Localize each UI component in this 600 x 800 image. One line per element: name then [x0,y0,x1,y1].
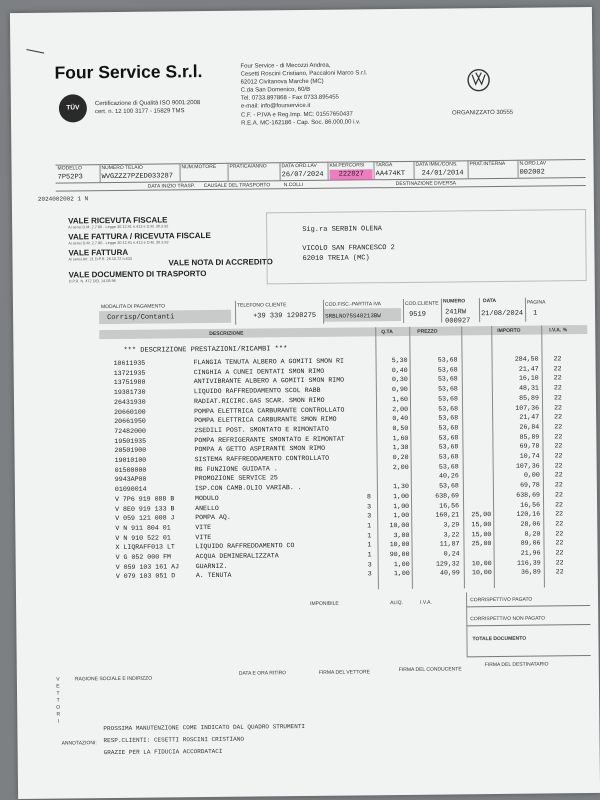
item-vat: 22 [554,452,563,460]
item-vat: 22 [555,539,564,547]
item-amount: 85,89 [519,394,539,402]
vehicle-header: NUMERO TELAIO [101,164,143,172]
item-price: 638,69 [435,492,460,500]
item-code: V 079 103 051 D [115,572,176,581]
item-desc: VITE [195,523,212,532]
col-qty: Q.TA [381,329,393,336]
item-vat: 22 [555,520,564,528]
item-price: 3,22 [443,530,460,539]
vehicle-km: 222827 [330,169,373,179]
vehicle-header: PRATICA/ANNO [229,163,267,170]
item-vat: 22 [554,461,563,470]
item-amount: 16,10 [518,374,539,383]
invoice-number: 241RW 000927 [445,308,471,326]
item-code: 26431930 [113,398,146,406]
item-vatcode: 1 [367,522,372,530]
item-code: 01500000 [114,466,147,474]
vehicle-header: MODELLO [57,165,83,172]
item-amount: 69,78 [520,481,540,489]
item-price: 53,68 [438,395,458,403]
item-price: 53,68 [438,443,459,451]
item-price: 53,68 [437,366,458,374]
item-amount: 0,00 [523,471,540,480]
carrier-address-label: RAGIONE SOCIALE E INDIRIZZO [74,675,153,683]
item-price: 0,24 [443,550,460,558]
cert-line-1: Certificazione di Qualità ISO 9001:2008 [94,100,201,108]
item-disc: 15,00 [471,520,492,529]
item-vat: 22 [554,432,563,440]
item-amount: 36,89 [520,568,541,577]
item-vat: 22 [555,510,564,518]
item-vat: 22 [553,394,562,402]
item-code: V 059 103 161 AJ [115,563,180,571]
item-vat: 22 [555,500,564,508]
item-vatcode: 3 [367,570,372,578]
payment-header: TELEFONO CLIENTE [236,302,287,309]
item-amount: 89,06 [520,539,541,548]
item-code: 20660100 [114,408,146,416]
item-desc: LIQUIDO RAFFREDDAMENTO SCOL RABB [193,386,321,396]
transport-header: N.COLLI [283,182,304,189]
item-vat: 22 [554,413,563,421]
payment-header: MODALITA DI PAGAMENTO [100,303,166,311]
page-number: 1 [533,309,538,318]
item-amount: 21,47 [519,413,540,421]
doctype-sub: Ai sensi D.M. 2.7.80 - Legge 30.12.91 n.413 e D.M. 30.3.92 [68,224,169,230]
item-qty: 0,30 [391,376,408,384]
company-address [240,61,367,127]
vehicle-model: 7P52P3 [57,173,83,182]
item-amount: 16,56 [520,501,541,509]
annotation-line: GRAZIE PER LA FIDUCIA ACCORDATACI [103,747,223,757]
item-desc: MODULO [194,494,219,502]
item-desc: POMPA AQ. [195,513,231,522]
item-qty: 1,30 [393,483,409,491]
company-name: Four Service S.r.l. [54,61,203,83]
item-code: 13751980 [113,379,146,387]
item-qty: 1,30 [392,444,409,452]
item-amount: 107,36 [515,462,540,470]
item-vat: 22 [554,491,563,499]
corner-mark [26,49,44,54]
item-amount: 21,47 [518,365,539,373]
item-code: V G 052 000 FM [115,553,172,561]
item-qty: 1,00 [393,570,410,578]
address-line: Cesetti Roscini Cristiano, Paccaloni Marco S.r.l. [240,70,368,78]
customer-street: VICOLO SAN FRANCESCO 2 [302,244,395,254]
annotations-label: ANNOTAZIONI: [61,740,97,747]
vehicle-registration-date: 24/01/2014 [421,169,464,178]
transport-header: DESTINAZIONE DIVERSA [395,180,457,188]
item-desc: POMPA ELETTRICA CARBURANTE CONTROLLATO [194,406,345,415]
vehicle-order-number: 002002 [519,168,545,177]
payment-header: DATA [482,297,497,305]
vehicle-header: KM.PERCORSI [329,162,365,169]
item-vatcode: 3 [367,502,372,510]
doctype-receipt [68,215,168,229]
item-code: 20661950 [114,417,146,426]
item-price: 53,68 [438,414,459,422]
item-qty: 1,60 [392,434,409,442]
item-price: 53,68 [438,463,459,471]
item-qty: 0,20 [392,453,409,462]
cert-line-2: cert. n. 12 100 3177 - 15829 TMS [94,108,185,116]
item-vat: 22 [554,471,563,479]
doc-reference: 2024002002 1 N [37,195,89,203]
item-vat: 22 [554,481,563,489]
item-code: 01090014 [114,485,147,494]
item-qty: 2,00 [392,405,409,413]
item-amount: 284,50 [514,355,539,363]
section-title: *** DESCRIZIONE PRESTAZIONI/RICAMBI *** [123,345,288,355]
item-vat: 22 [553,364,562,373]
item-desc: ACQUA DEMINERALIZZATA [195,552,279,561]
address-line: Tel. 0733.897868 - Fax 0733.895455 [240,95,339,103]
item-qty: 2,00 [392,463,409,471]
item-amount: 21,96 [520,549,541,557]
item-desc: 2SEDILI POST. SMONTATO E RIMONTATO [194,425,329,435]
payment-header: COD.FISC.-PARTITA IVA [324,301,382,308]
item-code: 19381730 [113,388,146,397]
payment-method: Corrisp/Contanti [107,313,175,323]
address-line: Four Service - di Mecozzi Andrea, [240,62,331,70]
item-disc: 10,00 [471,559,492,567]
invoice-sheet [10,7,600,799]
vehicle-vin: WVGZZZ7PZED033287 [101,172,174,182]
dealer-label: ORGANIZZATO 30555 [451,109,514,117]
item-amount: 28,06 [520,520,541,528]
item-vat: 22 [554,442,563,450]
customer-name: Sig.ra SERBIN OLENA [302,225,383,235]
item-amount: 638,69 [516,491,541,499]
item-qty: 5,30 [391,356,408,365]
vehicle-header: PRAT.INTERNA [469,160,506,168]
totals-paid: CORRISPETTIVO PAGATO [470,596,533,604]
item-desc: SISTEMA RAFFREDDAMENTO CONTROLLATO [194,454,330,464]
item-vatcode: 8 [366,493,371,501]
customer-phone: +39 339 1298275 [253,311,317,321]
address-line: R.E.A. MC-162186 - Cap. Soc. 86.000,00 i.v. [241,119,361,127]
item-disc: 25,00 [471,511,492,519]
item-qty: 1,00 [393,512,410,520]
vehicle-plate: AA474KT [375,169,406,179]
customer-tax-code: SRBLNO75S48213BW [325,312,381,320]
item-desc: VITE [195,533,212,541]
item-desc: ANELLO [195,504,219,512]
doctype-transport [69,269,207,283]
item-price: 53,68 [438,404,459,413]
item-amount: 120,16 [516,510,541,518]
totals-document: TOTALE DOCUMENTO [472,635,527,643]
item-desc: POMPA A GETTO ASPIRANTE SMON RIMO [194,445,326,454]
address-line: e-mail: info@fourservice.it [240,103,311,111]
item-amount: 107,36 [515,404,540,412]
item-price: 53,68 [438,433,459,442]
doctype-sub: D.P.R. N. 472 DEL 14.08.96 [68,278,116,284]
doctype-title: VALE DOCUMENTO DI TRASPORTO [68,269,207,280]
credit-note: VALE NOTA DI ACCREDITO [168,257,273,268]
item-vat: 22 [555,558,564,567]
totals-not-paid: CORRISPETTIVO NON PAGATO [470,615,546,623]
item-qty: 0,40 [391,366,408,374]
col-amount: IMPORTO [497,327,521,334]
item-desc: RADIAT.RICIRC.GAS SCAR. SMON RIMO [193,396,325,405]
item-code: 10611935 [113,359,146,368]
item-price: 53,68 [439,482,459,490]
driver-signature-label: FIRMA DEL CONDUCENTE [398,666,462,674]
item-price: 53,68 [437,356,458,364]
item-code: 13721935 [113,369,146,377]
item-qty: 0,90 [392,386,408,394]
payment-header: PAGINA [526,299,546,306]
item-vat: 22 [554,403,563,411]
item-disc: 15,00 [471,530,492,538]
item-amount: 26,84 [519,423,540,431]
address-line: C.F. - P.IVA e Reg.Imp. MC: 01557650437 [240,111,353,119]
item-code: 9943AP00 [114,476,147,484]
payment-header: COD.CLIENTE [404,300,439,307]
item-amount: 48,31 [519,384,539,392]
col-price: PREZZO [417,328,438,335]
customer-code: 9519 [409,310,426,319]
doctype-title: VALE FATTURA [68,247,129,258]
vehicle-order-date: 26/07/2024 [281,170,324,180]
item-vatcode: 1 [367,551,372,559]
item-code: V 059 121 008 J [115,514,175,523]
item-disc: 25,00 [471,540,492,548]
invoice-date: 21/08/2024 [481,309,524,319]
item-desc: ISP.CON CAMB.OLIO VARIAB. . [194,484,302,493]
item-code: 19501935 [114,437,147,445]
item-vat: 22 [555,529,564,537]
item-qty: 0,50 [392,424,409,432]
item-amount: 10,74 [519,452,540,460]
item-desc: FLANGIA TENUTA ALBERO A GOMITI SMON RI [193,357,344,367]
vehicle-header: TARGA [375,162,393,169]
transport-header: DATA INIZIO TRASP. [147,183,195,190]
item-desc: A. TENUTA [195,572,232,580]
item-qty: 1,00 [393,560,410,568]
item-code: V 8E0 919 133 B [115,504,175,513]
item-price: 53,68 [438,424,459,432]
vettori-label: VETTORI [54,676,62,726]
recipient-signature-label: FIRMA DEL DESTINATARIO [484,661,549,669]
item-qty: 3,00 [393,531,410,539]
item-code: V N 910 522 01 [115,534,171,542]
item-desc: LIQUIDO RAFFREDDAMENTO CO [195,542,295,551]
item-qty: 90,00 [389,550,410,559]
address-line: 62012 Civitanova Marche (MC) [240,78,324,86]
item-code: X LIQRAFF013 LT [115,543,175,552]
item-price: 53,68 [438,453,459,461]
item-code: 72482000 [114,427,146,435]
carrier-signature-label: FIRMA DEL VETTORE [318,669,370,676]
item-vat: 22 [555,549,564,557]
item-desc: GUARNIZ. [195,562,228,570]
item-price: 16,56 [439,501,460,510]
col-vat: I.V.A. % [549,327,568,334]
item-amount: 85,89 [519,433,540,441]
totals-imponibile: IMPONIBILE [310,600,339,607]
item-desc: POMPA ELETTRICA CARBURANTE SMON RIMO [194,415,337,425]
item-vat: 22 [555,568,564,576]
totals-iva: I.V.A. [420,599,432,606]
col-description: DESCRIZIONE [209,330,244,337]
totals-aliq: ALIQ. [390,599,403,607]
vw-logo-icon [467,68,491,97]
item-price: 53,68 [437,375,458,383]
item-qty: 1,00 [393,492,410,500]
item-code: 20501900 [114,446,147,455]
item-price: 11,87 [439,540,460,548]
item-vatcode: 3 [367,512,372,520]
item-disc: 10,00 [471,569,492,577]
item-desc: POMPA REFRIGERANTE SMONTATO E RIMONTAT [194,435,345,444]
item-desc: CINGHIA A CUNEI DENTATI SMON RIMO [193,367,325,376]
item-code: V N 911 804 01 [115,524,171,532]
item-desc: RG FUNZIONE GUIDATA . [194,464,278,473]
item-desc: ANTIVIBRANTE ALBERO A GOMITI SMON RIMO [193,376,345,386]
doctype-invoice [68,248,132,262]
item-qty: 0,40 [392,415,409,423]
item-price: 40,99 [439,569,460,577]
item-price: 3,29 [443,521,460,529]
item-price: 40,26 [438,472,459,480]
doctype-sub: Ai sensi D.M. 2.7.80 - Legge 30.12.91 n.413 e D.M. 30.3.92 [68,240,169,246]
item-qty: 10,00 [389,541,410,549]
customer-city: 62010 TREIA (MC) [302,254,370,264]
vehicle-header: NUM.MOTORE [181,163,217,171]
item-price: 160,21 [435,511,460,519]
tuv-badge: TÜV [59,94,87,122]
item-price: 129,32 [435,560,460,568]
doctype-invoice-receipt [68,231,211,245]
vehicle-header: DATA ORD.LAV [281,162,317,170]
item-vat: 22 [553,355,562,363]
item-amount: 69,78 [519,442,540,451]
annotation-line: RESP.CLIENTI: CESETTI ROSCINI CRISTIANO [103,735,244,745]
item-vatcode: 1 [367,531,372,539]
doctype-title: VALE RICEVUTA FISCALE [68,215,168,226]
item-code: V 7P6 919 088 B [114,495,175,503]
item-qty: 10,00 [389,521,410,530]
doctype-sub: Ai sensi Art. 21 D.P.R. 26.10.72 n.633 [68,256,132,262]
annotation-line: PROSSIMA MANUTENZIONE COME INDICATO DAL QUADRO STRUMENTI [103,723,306,733]
item-vat: 22 [554,423,563,431]
vehicle-header: N.ORD.LAV [519,160,547,167]
item-desc: PROMOZIONE SERVICE 25 [194,474,278,483]
item-price: 53,68 [438,385,458,393]
item-vatcode: 1 [367,541,372,549]
address-line: C.da San Domenico, 60/B [240,87,311,94]
item-vat: 22 [553,374,562,382]
doctype-title: VALE FATTURA / RICEVUTA FISCALE [68,230,211,242]
item-qty: 1,00 [393,502,410,510]
item-vatcode: 3 [367,560,372,569]
pickup-date-label: DATA E ORA RITIRO [238,670,287,677]
item-amount: 8,20 [524,530,541,538]
item-vat: 22 [553,384,562,392]
payment-header: NUMERO [442,298,466,305]
item-code: 19010100 [114,456,147,464]
transport-header: CAUSALE DEL TRASPORTO [203,182,271,190]
vehicle-header: DATA IMM./CONS. [415,161,458,168]
item-qty: 1,60 [392,395,409,403]
item-amount: 116,39 [516,559,541,567]
